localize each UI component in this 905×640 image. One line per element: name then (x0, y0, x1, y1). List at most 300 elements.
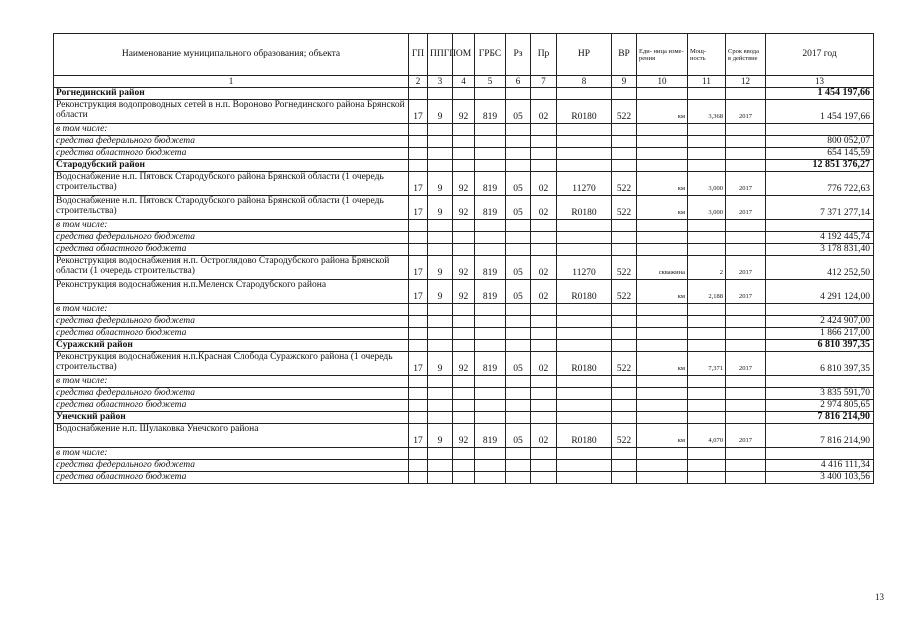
cell-grbs: 819 (475, 255, 506, 279)
cell-nr (557, 447, 612, 459)
cell-rz (506, 159, 531, 171)
cell-vr (612, 399, 637, 411)
cell-om: 92 (453, 171, 475, 195)
budget-document-sheet (53, 33, 873, 484)
cell-rz (506, 87, 531, 99)
cell-nr (557, 159, 612, 171)
cell-rz: 05 (506, 255, 531, 279)
cell-nr: R0180 (557, 279, 612, 303)
header-year: 2017 год (766, 34, 874, 76)
cell-term: 2017 (726, 279, 766, 303)
cell-rz (506, 303, 531, 315)
cell-unit (637, 411, 688, 423)
cell-power (688, 159, 726, 171)
cell-rz (506, 375, 531, 387)
cell-pr: 02 (531, 423, 557, 447)
cell-term (726, 411, 766, 423)
cell-power (688, 327, 726, 339)
cell-term: 2017 (726, 171, 766, 195)
cell-rz: 05 (506, 171, 531, 195)
cell-om: 92 (453, 423, 475, 447)
cell-ppgp: 9 (428, 255, 453, 279)
cell-power (688, 459, 726, 471)
column-number-cell: 6 (506, 76, 531, 88)
cell-unit (637, 471, 688, 483)
cell-unit (637, 219, 688, 231)
cell-vr: 522 (612, 99, 637, 123)
cell-vr (612, 135, 637, 147)
amount-2017 (766, 219, 874, 231)
cell-grbs (475, 447, 506, 459)
cell-unit: км (637, 423, 688, 447)
cell-rz (506, 135, 531, 147)
cell-gp (409, 135, 428, 147)
district-name: Рогнединский район (54, 87, 409, 99)
amount-2017: 800 052,07 (766, 135, 874, 147)
cell-unit (637, 327, 688, 339)
capital-investment-table (53, 33, 874, 484)
object-name: Водоснабжение н.п. Пятовск Стародубского района Брянской области (1 очередь строительства) (54, 171, 409, 195)
cell-vr: 522 (612, 195, 637, 219)
cell-nr: R0180 (557, 423, 612, 447)
cell-grbs (475, 243, 506, 255)
cell-pr (531, 135, 557, 147)
cell-om (453, 399, 475, 411)
district-row (54, 87, 874, 99)
cell-vr (612, 471, 637, 483)
cell-term: 2017 (726, 255, 766, 279)
cell-gp (409, 447, 428, 459)
cell-vr (612, 327, 637, 339)
cell-grbs (475, 339, 506, 351)
cell-om: 92 (453, 279, 475, 303)
cell-ppgp (428, 387, 453, 399)
amount-2017: 1 454 197,66 (766, 87, 874, 99)
cell-power: 3,368 (688, 99, 726, 123)
cell-gp: 17 (409, 279, 428, 303)
cell-grbs (475, 375, 506, 387)
funding-row (54, 327, 874, 339)
cell-pr: 02 (531, 195, 557, 219)
cell-grbs (475, 87, 506, 99)
cell-om (453, 411, 475, 423)
cell-ppgp: 9 (428, 99, 453, 123)
column-number-cell: 1 (54, 76, 409, 88)
funding-source-label: в том числе: (54, 303, 409, 315)
cell-rz (506, 327, 531, 339)
cell-unit (637, 459, 688, 471)
cell-om: 92 (453, 195, 475, 219)
cell-gp (409, 147, 428, 159)
cell-pr (531, 87, 557, 99)
cell-nr (557, 459, 612, 471)
cell-vr: 522 (612, 171, 637, 195)
cell-unit (637, 447, 688, 459)
funding-source-label: средства федерального бюджета (54, 315, 409, 327)
funding-source-label: средства федерального бюджета (54, 135, 409, 147)
cell-nr (557, 243, 612, 255)
cell-term (726, 315, 766, 327)
cell-gp (409, 459, 428, 471)
cell-ppgp (428, 471, 453, 483)
cell-om (453, 459, 475, 471)
cell-gp (409, 327, 428, 339)
amount-2017: 1 866 217,00 (766, 327, 874, 339)
cell-pr (531, 219, 557, 231)
object-row (54, 99, 874, 123)
cell-power (688, 243, 726, 255)
funding-row (54, 399, 874, 411)
cell-rz (506, 339, 531, 351)
cell-term (726, 471, 766, 483)
cell-term (726, 303, 766, 315)
funding-source-label: средства федерального бюджета (54, 231, 409, 243)
cell-nr (557, 303, 612, 315)
column-number-cell: 12 (726, 76, 766, 88)
amount-2017: 7 816 214,90 (766, 411, 874, 423)
cell-grbs: 819 (475, 423, 506, 447)
cell-vr: 522 (612, 279, 637, 303)
amount-2017: 4 291 124,00 (766, 279, 874, 303)
cell-vr (612, 147, 637, 159)
funding-row (54, 135, 874, 147)
cell-om: 92 (453, 351, 475, 375)
cell-term (726, 339, 766, 351)
cell-pr (531, 243, 557, 255)
cell-unit: скважина (637, 255, 688, 279)
cell-term (726, 243, 766, 255)
district-name: Унечский район (54, 411, 409, 423)
cell-ppgp (428, 135, 453, 147)
cell-nr: R0180 (557, 195, 612, 219)
cell-rz (506, 231, 531, 243)
cell-grbs (475, 159, 506, 171)
cell-unit (637, 147, 688, 159)
cell-pr (531, 387, 557, 399)
funding-source-label: в том числе: (54, 219, 409, 231)
funding-source-label: в том числе: (54, 375, 409, 387)
amount-2017: 3 835 591,70 (766, 387, 874, 399)
header-name: Наименование муниципального образования; объекта (54, 34, 409, 76)
cell-pr (531, 411, 557, 423)
cell-nr (557, 123, 612, 135)
cell-power (688, 471, 726, 483)
cell-power (688, 315, 726, 327)
cell-rz (506, 411, 531, 423)
cell-term: 2017 (726, 99, 766, 123)
cell-unit: км (637, 171, 688, 195)
header-gp: ГП (409, 34, 428, 76)
column-number-cell: 2 (409, 76, 428, 88)
cell-power (688, 339, 726, 351)
cell-om (453, 327, 475, 339)
cell-ppgp (428, 327, 453, 339)
cell-term (726, 399, 766, 411)
cell-om (453, 159, 475, 171)
page-number: 13 (875, 592, 884, 602)
cell-vr (612, 459, 637, 471)
cell-rz: 05 (506, 351, 531, 375)
cell-nr (557, 147, 612, 159)
cell-gp (409, 303, 428, 315)
cell-gp (409, 387, 428, 399)
cell-grbs (475, 135, 506, 147)
cell-vr (612, 87, 637, 99)
cell-vr (612, 411, 637, 423)
cell-term (726, 87, 766, 99)
cell-gp (409, 375, 428, 387)
cell-gp (409, 411, 428, 423)
cell-gp (409, 471, 428, 483)
cell-nr (557, 231, 612, 243)
cell-om (453, 339, 475, 351)
amount-2017: 6 810 397,35 (766, 351, 874, 375)
cell-grbs (475, 315, 506, 327)
cell-gp: 17 (409, 351, 428, 375)
cell-vr (612, 387, 637, 399)
cell-term (726, 147, 766, 159)
cell-unit (637, 375, 688, 387)
cell-unit (637, 339, 688, 351)
column-number-cell: 13 (766, 76, 874, 88)
cell-term: 2017 (726, 351, 766, 375)
header-pr: Пр (531, 34, 557, 76)
column-number-cell: 3 (428, 76, 453, 88)
cell-gp (409, 243, 428, 255)
table-header-row (54, 34, 874, 76)
cell-ppgp (428, 399, 453, 411)
cell-vr (612, 315, 637, 327)
cell-gp (409, 399, 428, 411)
cell-pr (531, 123, 557, 135)
object-row (54, 351, 874, 375)
cell-om (453, 147, 475, 159)
object-row (54, 195, 874, 219)
cell-term (726, 375, 766, 387)
cell-vr (612, 375, 637, 387)
cell-ppgp (428, 147, 453, 159)
cell-power: 2,188 (688, 279, 726, 303)
cell-gp (409, 339, 428, 351)
cell-unit (637, 231, 688, 243)
amount-2017: 412 252,50 (766, 255, 874, 279)
cell-grbs: 819 (475, 195, 506, 219)
cell-om (453, 471, 475, 483)
cell-pr (531, 159, 557, 171)
column-number-cell: 4 (453, 76, 475, 88)
cell-power (688, 411, 726, 423)
cell-pr (531, 327, 557, 339)
cell-om (453, 87, 475, 99)
cell-nr (557, 411, 612, 423)
cell-nr (557, 87, 612, 99)
cell-om (453, 375, 475, 387)
header-grbs: ГРБС (475, 34, 506, 76)
header-ppgp: ППГП (428, 34, 453, 76)
cell-gp (409, 123, 428, 135)
amount-2017: 12 851 376,27 (766, 159, 874, 171)
funding-row (54, 447, 874, 459)
cell-om (453, 135, 475, 147)
cell-power (688, 375, 726, 387)
cell-rz: 05 (506, 279, 531, 303)
funding-row (54, 459, 874, 471)
cell-gp: 17 (409, 171, 428, 195)
amount-2017: 776 722,63 (766, 171, 874, 195)
cell-unit: км (637, 99, 688, 123)
header-om: ОМ (453, 34, 475, 76)
cell-grbs (475, 303, 506, 315)
amount-2017: 7 371 277,14 (766, 195, 874, 219)
cell-rz (506, 243, 531, 255)
cell-vr (612, 231, 637, 243)
funding-row (54, 375, 874, 387)
cell-unit (637, 159, 688, 171)
cell-pr (531, 399, 557, 411)
funding-source-label: средства федерального бюджета (54, 459, 409, 471)
cell-nr (557, 219, 612, 231)
cell-om (453, 243, 475, 255)
cell-nr (557, 339, 612, 351)
cell-ppgp (428, 447, 453, 459)
cell-nr (557, 387, 612, 399)
amount-2017: 6 810 397,35 (766, 339, 874, 351)
column-number-cell: 7 (531, 76, 557, 88)
cell-term (726, 219, 766, 231)
cell-grbs: 819 (475, 279, 506, 303)
cell-unit (637, 135, 688, 147)
cell-nr (557, 315, 612, 327)
cell-ppgp (428, 159, 453, 171)
cell-pr (531, 303, 557, 315)
cell-term (726, 387, 766, 399)
object-name: Реконструкция водоснабжения н.п. Остроглядово Стародубского района Брянской области (1 очередь строительства) (54, 255, 409, 279)
cell-gp: 17 (409, 255, 428, 279)
cell-grbs (475, 147, 506, 159)
header-rz: Рз (506, 34, 531, 76)
cell-gp: 17 (409, 423, 428, 447)
amount-2017 (766, 123, 874, 135)
cell-gp (409, 231, 428, 243)
cell-unit (637, 87, 688, 99)
cell-unit (637, 399, 688, 411)
cell-grbs (475, 459, 506, 471)
cell-unit (637, 123, 688, 135)
cell-ppgp (428, 243, 453, 255)
funding-row (54, 315, 874, 327)
cell-unit: км (637, 351, 688, 375)
cell-power (688, 231, 726, 243)
cell-ppgp: 9 (428, 423, 453, 447)
column-number-cell: 11 (688, 76, 726, 88)
cell-pr (531, 459, 557, 471)
cell-vr (612, 447, 637, 459)
cell-nr: 11270 (557, 171, 612, 195)
object-row (54, 255, 874, 279)
amount-2017: 3 400 103,56 (766, 471, 874, 483)
cell-unit (637, 303, 688, 315)
cell-term (726, 231, 766, 243)
cell-grbs (475, 399, 506, 411)
cell-grbs: 819 (475, 171, 506, 195)
district-row (54, 159, 874, 171)
cell-ppgp (428, 231, 453, 243)
column-number-cell: 8 (557, 76, 612, 88)
cell-term (726, 447, 766, 459)
cell-grbs (475, 327, 506, 339)
district-row (54, 411, 874, 423)
header-unit: Еди- ница изме- рения (637, 34, 688, 76)
cell-rz: 05 (506, 99, 531, 123)
cell-vr: 522 (612, 255, 637, 279)
cell-nr: R0180 (557, 99, 612, 123)
cell-power: 7,371 (688, 351, 726, 375)
amount-2017 (766, 303, 874, 315)
cell-grbs: 819 (475, 351, 506, 375)
cell-ppgp (428, 219, 453, 231)
cell-gp (409, 315, 428, 327)
cell-power: 4,070 (688, 423, 726, 447)
funding-source-label: средства областного бюджета (54, 471, 409, 483)
cell-unit (637, 387, 688, 399)
column-numbers-row (54, 76, 874, 88)
district-name: Стародубский район (54, 159, 409, 171)
amount-2017: 4 416 111,34 (766, 459, 874, 471)
cell-term (726, 123, 766, 135)
amount-2017: 654 145,59 (766, 147, 874, 159)
cell-grbs (475, 411, 506, 423)
cell-power (688, 387, 726, 399)
cell-rz (506, 459, 531, 471)
funding-source-label: средства федерального бюджета (54, 387, 409, 399)
cell-om (453, 315, 475, 327)
cell-term: 2017 (726, 423, 766, 447)
funding-row (54, 147, 874, 159)
cell-pr (531, 339, 557, 351)
cell-pr (531, 147, 557, 159)
funding-row (54, 243, 874, 255)
cell-om (453, 387, 475, 399)
cell-om: 92 (453, 255, 475, 279)
cell-nr (557, 375, 612, 387)
cell-om (453, 447, 475, 459)
header-nr: НР (557, 34, 612, 76)
cell-power (688, 87, 726, 99)
cell-gp: 17 (409, 99, 428, 123)
amount-2017: 7 816 214,90 (766, 423, 874, 447)
cell-rz: 05 (506, 195, 531, 219)
cell-ppgp: 9 (428, 279, 453, 303)
cell-ppgp: 9 (428, 171, 453, 195)
object-row (54, 423, 874, 447)
header-term: Срок ввода в действие (726, 34, 766, 76)
cell-ppgp (428, 459, 453, 471)
cell-grbs: 819 (475, 99, 506, 123)
object-row (54, 171, 874, 195)
header-power: Мощ- ность (688, 34, 726, 76)
funding-source-label: средства областного бюджета (54, 327, 409, 339)
cell-vr: 522 (612, 351, 637, 375)
object-name: Реконструкция водоснабжения н.п.Меленск Стародубского района (54, 279, 409, 303)
cell-vr (612, 303, 637, 315)
cell-om (453, 303, 475, 315)
amount-2017 (766, 375, 874, 387)
cell-rz (506, 399, 531, 411)
cell-gp (409, 87, 428, 99)
funding-row (54, 387, 874, 399)
cell-power (688, 123, 726, 135)
funding-row (54, 123, 874, 135)
